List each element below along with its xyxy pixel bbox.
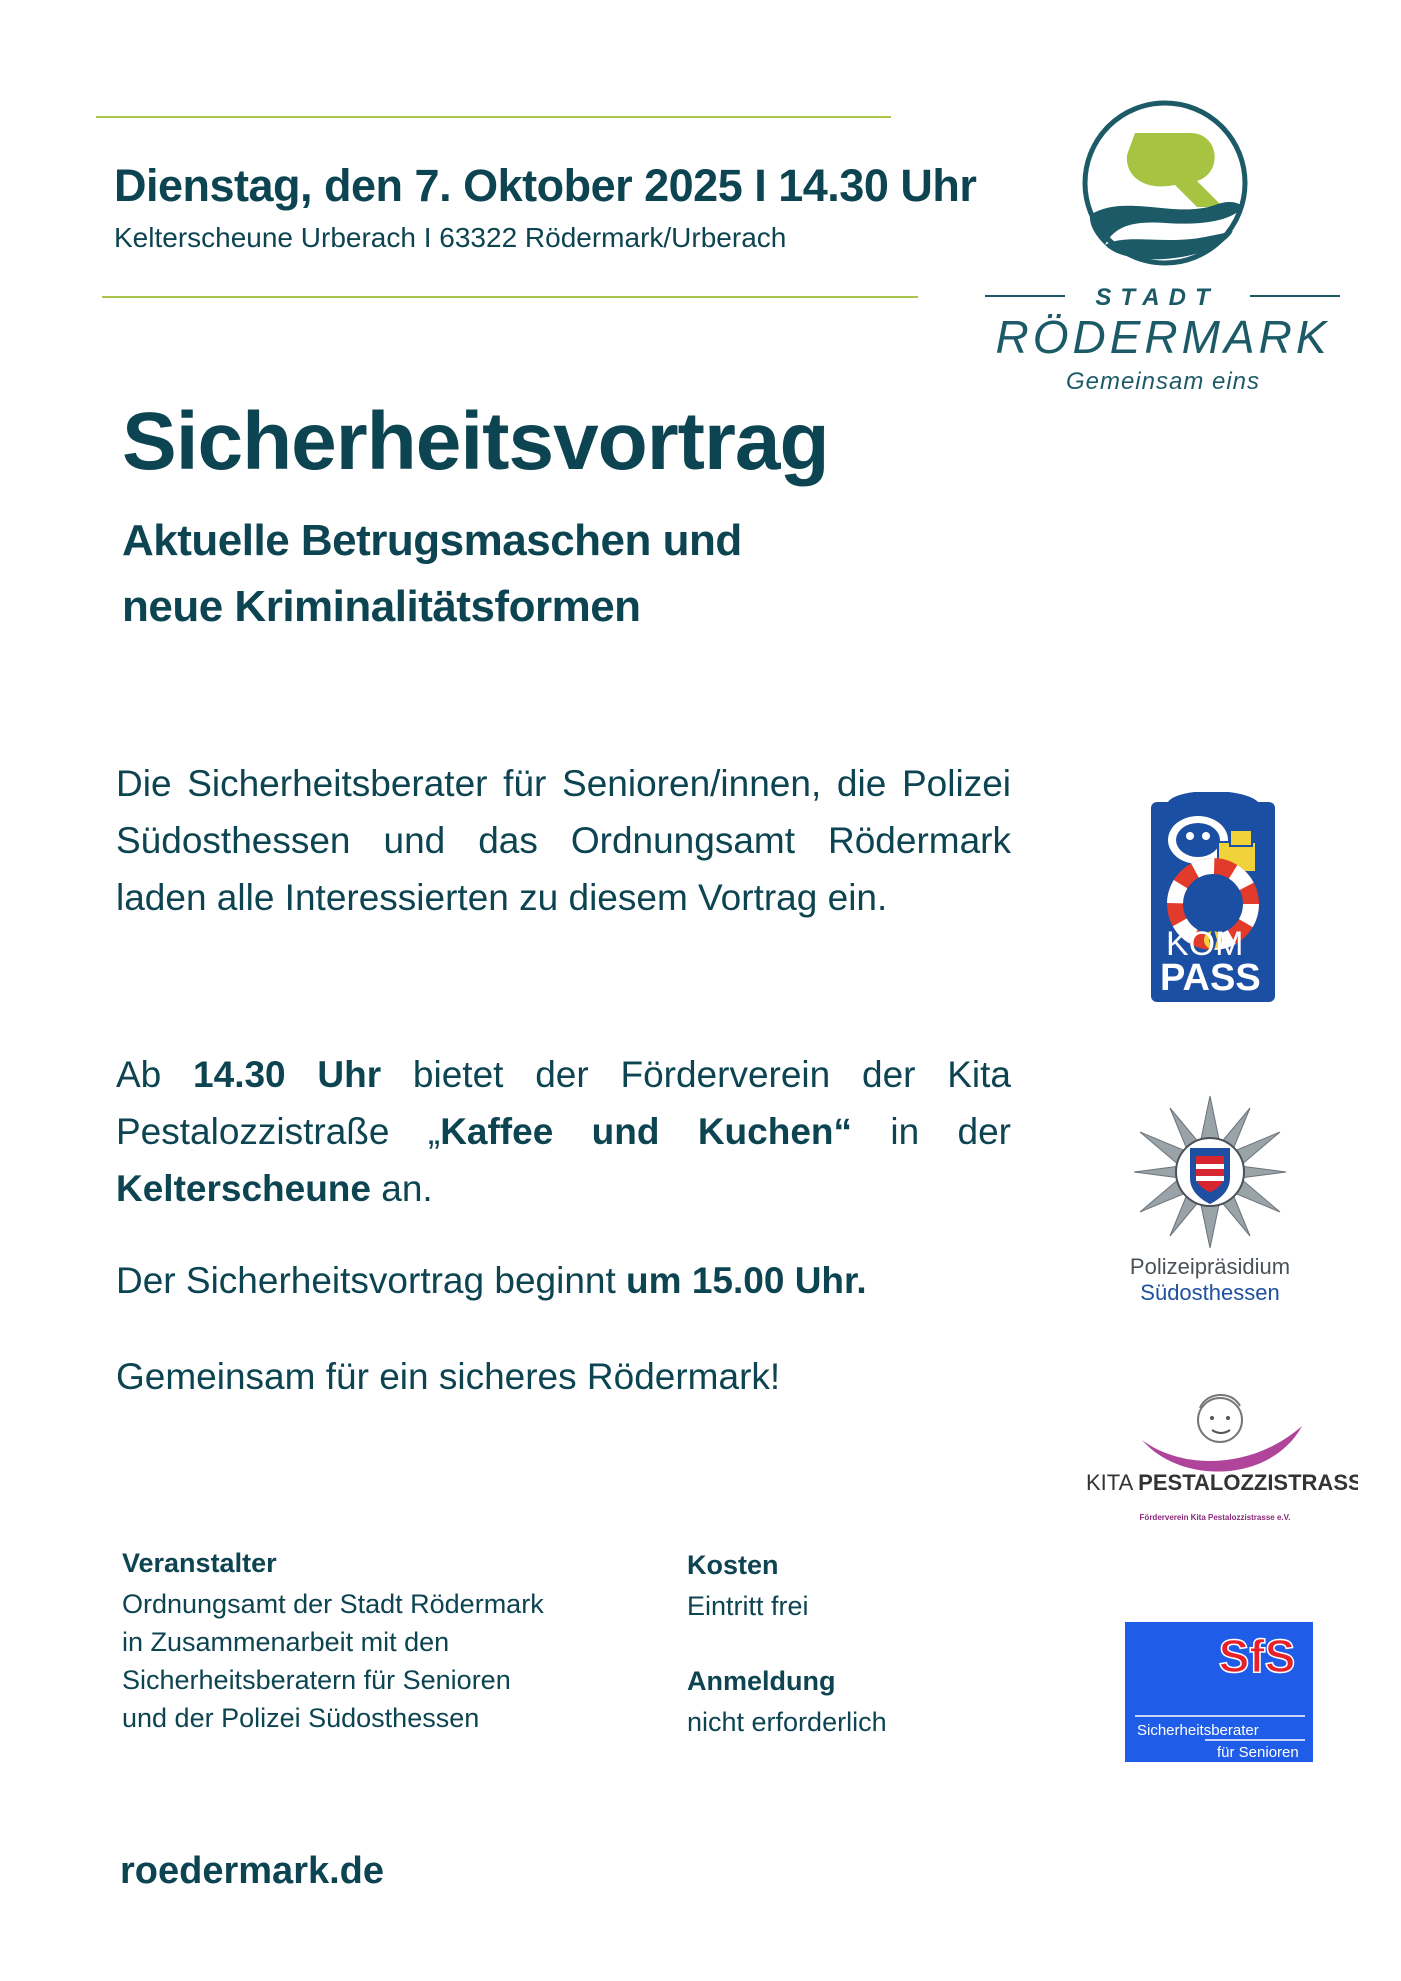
lion-mascot-icon	[1148, 792, 1278, 1004]
kompass-logo	[1148, 792, 1278, 1004]
kita-name-b: PESTALOZZISTRASSE	[1138, 1470, 1358, 1495]
organizer-line: Sicherheitsberatern für Senioren	[122, 1665, 511, 1695]
kita-sub: Förderverein Kita Pestalozzistrasse e.V.	[1139, 1513, 1291, 1522]
page-title: Sicherheitsvortrag	[122, 396, 829, 487]
coffee-time: 14.30 Uhr	[193, 1054, 382, 1095]
organizer-line: Ordnungsamt der Stadt Rödermark	[122, 1589, 544, 1619]
top-divider	[96, 116, 891, 118]
start-time-text: Der Sicherheitsvortrag beginnt	[116, 1260, 627, 1301]
start-time-paragraph	[116, 1252, 1011, 1309]
coffee-text-e: in der	[852, 1111, 1012, 1152]
bottom-divider	[102, 296, 918, 298]
police-logo	[1100, 1092, 1320, 1312]
police-star-icon	[1100, 1092, 1320, 1312]
organizer-heading: Veranstalter	[122, 1548, 277, 1578]
registration-text: nicht erforderlich	[687, 1707, 887, 1737]
coffee-text-c: bietet der Förderverein der Kita Pestalozzistraße „	[116, 1054, 1012, 1152]
organizer-block	[122, 1548, 682, 1737]
child-face-icon	[1072, 1378, 1358, 1538]
coffee-offer: Kaffee und Kuchen“	[440, 1111, 852, 1152]
city-logo-name: RÖDERMARK	[995, 311, 1331, 363]
coffee-text-g: an.	[371, 1168, 433, 1209]
kompass-line-2: PASS	[1160, 957, 1261, 999]
registration-heading: Anmeldung	[687, 1666, 836, 1696]
event-date: Dienstag, den 7. Oktober 2025 I 14.30 Uhr	[114, 160, 977, 211]
sfs-logo	[1125, 1622, 1313, 1762]
cost-block	[687, 1550, 987, 1625]
city-logo	[975, 95, 1355, 405]
svg-text:KITA PESTALOZZISTRASSE	[1086, 1470, 1358, 1495]
subtitle	[122, 508, 742, 640]
cost-text: Eintritt frei	[687, 1591, 809, 1621]
website-link[interactable]: roedermark.de	[120, 1850, 385, 1892]
event-location: Kelterscheune Urberach I 63322 Rödermark/Urberach	[114, 222, 787, 253]
city-logo-slogan: Gemeinsam eins	[1065, 368, 1261, 395]
kita-logo	[1072, 1378, 1358, 1538]
organizer-line: in Zusammenarbeit mit den	[122, 1627, 450, 1657]
cost-heading: Kosten	[687, 1550, 779, 1580]
police-line-1: Polizeipräsidium	[1129, 1254, 1291, 1279]
coffee-paragraph	[116, 1046, 1011, 1217]
closing-line: Gemeinsam für ein sicheres Rödermark!	[116, 1356, 781, 1397]
city-logo-stadt: STADT	[1095, 284, 1219, 311]
kita-name-a: KITA	[1086, 1470, 1139, 1495]
city-emblem-icon	[975, 95, 1355, 405]
sfs-line-2: für Senioren	[1217, 1744, 1299, 1761]
sfs-abbr: SfS	[1218, 1630, 1296, 1682]
coffee-text-a: Ab	[116, 1054, 194, 1095]
kompass-line-1: KOM	[1166, 925, 1244, 963]
subtitle-line-1: Aktuelle Betrugsmaschen und	[122, 516, 742, 565]
organizer-line: und der Polizei Südosthessen	[122, 1703, 480, 1733]
sfs-badge-icon	[1125, 1622, 1313, 1762]
start-time: um 15.00 Uhr.	[626, 1260, 867, 1301]
sfs-line-1: Sicherheitsberater	[1137, 1722, 1259, 1739]
registration-block	[687, 1666, 987, 1741]
subtitle-line-2: neue Kriminalitätsformen	[122, 582, 641, 631]
coffee-venue: Kelterscheune	[116, 1168, 371, 1209]
intro-paragraph: Die Sicherheitsberater für Senioren/innen, die Polizei Südosthessen und das Ordnungsamt Rödermark laden alle Interessierten zu diesem Vortrag ein.	[116, 763, 1011, 918]
police-line-2: Südosthessen	[1140, 1280, 1280, 1305]
